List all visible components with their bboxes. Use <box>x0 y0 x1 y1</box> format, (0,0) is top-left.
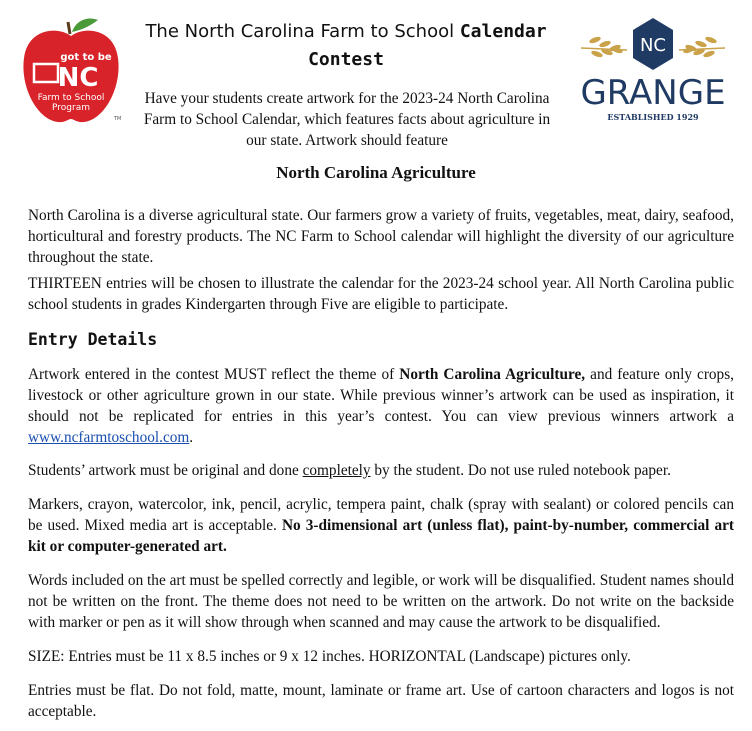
logo-nc: NC <box>57 63 99 93</box>
paragraph-size: SIZE: Entries must be 11 x 8.5 inches or 9 x 12 inches. HORIZONTAL (Landscape) pictures only. <box>28 648 631 665</box>
wheat-right-icon <box>679 36 725 59</box>
theme-text-end: . <box>189 429 194 446</box>
logo-got-to-be: got to be <box>60 52 112 63</box>
title-line: The North Carolina Farm to School <box>145 21 455 42</box>
paragraph-thirteen-entries: THIRTEEN entries will be chosen to illustrate the calendar for the 2023-24 school year. All North Carolina public school students in grades Kindergarten through Five are eligible to participate. <box>28 275 734 313</box>
paragraph-materials <box>28 494 734 557</box>
section-title: North Carolina Agriculture <box>276 163 476 182</box>
ncfarmtoschool-link[interactable]: www.ncfarmtoschool.com <box>28 429 190 446</box>
grange-badge-text: NC <box>639 35 667 56</box>
logo-program: Program <box>52 103 90 113</box>
intro-text: Have your students create artwork for the 2023-24 North Carolina Farm to School Calendar, which features facts about agriculture in our state. Artwork should feature <box>143 90 551 149</box>
materials-text: Markers, crayon, watercolor, ink, pencil, acrylic, tempera paint, chalk (spray with sealant) or colored pencils can be used. Mixed media art is acceptable. <box>28 496 734 534</box>
page-title <box>126 18 566 74</box>
apple-leaf-icon <box>72 19 98 33</box>
apple-stem-icon <box>68 22 70 34</box>
paragraph-theme <box>28 364 734 448</box>
logo-farm-to-school: Farm to School <box>37 93 105 103</box>
grange-established: ESTABLISHED 1929 <box>607 112 699 122</box>
paragraph-words: Words included on the art must be spelled correctly and legible, or work will be disqualified. Student names should not be written on the front. The theme does not need to be written on the artwork. Do not write on the backside with marker or pen as it will show through when scanned and may cause the artwork to be disqualified. <box>28 572 734 631</box>
logo-tm: TM <box>114 116 122 122</box>
theme-bold: North Carolina Agriculture, <box>399 366 586 383</box>
wheat-left-icon <box>581 36 627 59</box>
theme-text-c: and feature only crops, livestock or other agriculture grown in our state. While previous winner’s artwork can be used as inspiration, it should not be replicated for entries in this year’s contest. You can view previous winners artwork a <box>28 366 734 425</box>
materials-bold: No 3-dimensional art (unless flat), paint-by-number, commercial art kit or computer-generated art. <box>28 517 734 555</box>
paragraph-original <box>28 460 734 481</box>
original-text-a: Students’ artwork must be original and done <box>28 462 303 479</box>
nc-farm-to-school-logo <box>18 14 124 126</box>
original-underline: completely <box>302 462 371 479</box>
entry-details-heading: Entry Details <box>28 330 158 349</box>
title-bold: Calendar Contest <box>308 21 547 70</box>
theme-text-a: Artwork entered in the contest MUST reflect the theme of <box>28 366 400 383</box>
nc-grange-logo <box>573 14 733 126</box>
paragraph-flat: Entries must be flat. Do not fold, matte, mount, laminate or frame art. Use of cartoon characters and logos is not acceptable. <box>28 682 734 720</box>
grange-word: GRANGE <box>580 73 726 113</box>
original-text-b: by the student. Do not use ruled notebook paper. <box>370 462 671 479</box>
paragraph-diversity: North Carolina is a diverse agricultural state. Our farmers grow a variety of fruits, vegetables, meat, dairy, seafood, horticultural and forestry products. The NC Farm to School calendar will highlight the diversity of our agriculture throughout the state. <box>28 207 734 266</box>
